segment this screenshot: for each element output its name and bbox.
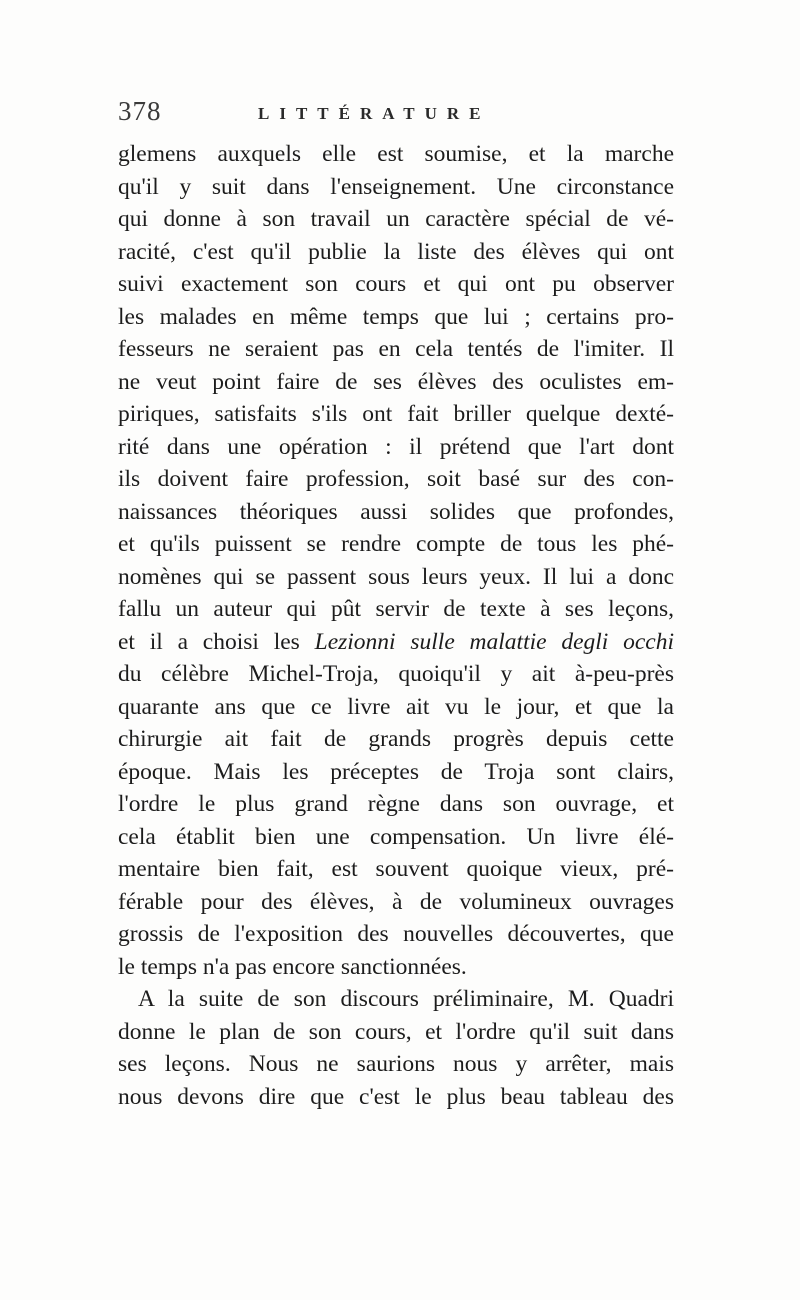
text-line: le temps n'a pas encore sanctionnées. <box>118 953 467 980</box>
text-line: piriques, satisfaits s'ils ont fait briller quelque dexté- <box>118 401 674 427</box>
text-line: nomènes qui se passent sous leurs yeux. Il lui a donc <box>118 563 674 590</box>
text-line: naissances théoriques aussi solides que profondes, <box>118 498 674 525</box>
text-segment: et il a choisi les <box>118 628 315 655</box>
text-line: du célèbre Michel-Troja, quoiqu'il y ait à-peu-près <box>118 661 674 687</box>
text-line: cela établit bien une compensation. Un livre élé- <box>118 823 674 850</box>
page-number: 378 <box>118 96 162 126</box>
paragraph-1 <box>118 138 674 983</box>
text-line: glemens auxquels elle est soumise, et la marche <box>118 141 674 167</box>
text-line: les malades en même temps que lui ; certains pro- <box>118 303 674 330</box>
text-line: grossis de l'exposition des nouvelles découvertes, que <box>118 921 674 947</box>
text-line: suivi exactement son cours et qui ont pu observer <box>118 271 674 297</box>
text-line: férable pour des élèves, à de volumineux ouvrages <box>118 888 674 915</box>
text-line: fallu un auteur qui pût servir de texte à ses leçons, <box>118 596 674 622</box>
text-line: rité dans une opération : il prétend que l'art dont <box>118 433 674 460</box>
text-line: qui donne à son travail un caractère spécial de vé- <box>118 206 674 232</box>
text-line: racité, c'est qu'il publie la liste des élèves qui ont <box>118 238 674 265</box>
text-line: ils doivent faire profession, soit basé sur des con- <box>118 466 674 492</box>
text-line-with-title <box>118 626 674 659</box>
text-line: ses leçons. Nous ne saurions nous y arrêter, mais <box>118 1051 674 1077</box>
running-head <box>118 96 678 136</box>
text-line: ne veut point faire de ses élèves des oculistes em- <box>118 368 674 395</box>
text-line: l'ordre le plus grand règne dans son ouvrage, et <box>118 791 674 817</box>
text-line: nous devons dire que c'est le plus beau tableau des <box>118 1083 674 1110</box>
text-line: mentaire bien fait, est souvent quoique vieux, pré- <box>118 856 674 882</box>
body-text <box>118 138 674 1113</box>
text-line: donne le plan de son cours, et l'ordre qu'il suit dans <box>118 1018 674 1045</box>
text-line: qu'il y suit dans l'enseignement. Une circonstance <box>118 173 674 200</box>
text-line: fesseurs ne seraient pas en cela tentés de l'imiter. Il <box>118 336 674 362</box>
section-title: LITTÉRATURE <box>258 104 491 123</box>
book-title: Lezionni sulle malattie degli occhi <box>314 628 675 655</box>
paragraph-2 <box>118 983 674 1113</box>
text-line: A la suite de son discours préliminaire, M. Quadri <box>138 986 674 1012</box>
text-line: époque. Mais les préceptes de Troja sont clairs, <box>118 758 674 785</box>
text-line: chirurgie ait fait de grands progrès depuis cette <box>118 726 674 752</box>
text-line: quarante ans que ce livre ait vu le jour, et que la <box>118 693 674 720</box>
text-line: et qu'ils puissent se rendre compte de tous les phé- <box>118 531 674 557</box>
